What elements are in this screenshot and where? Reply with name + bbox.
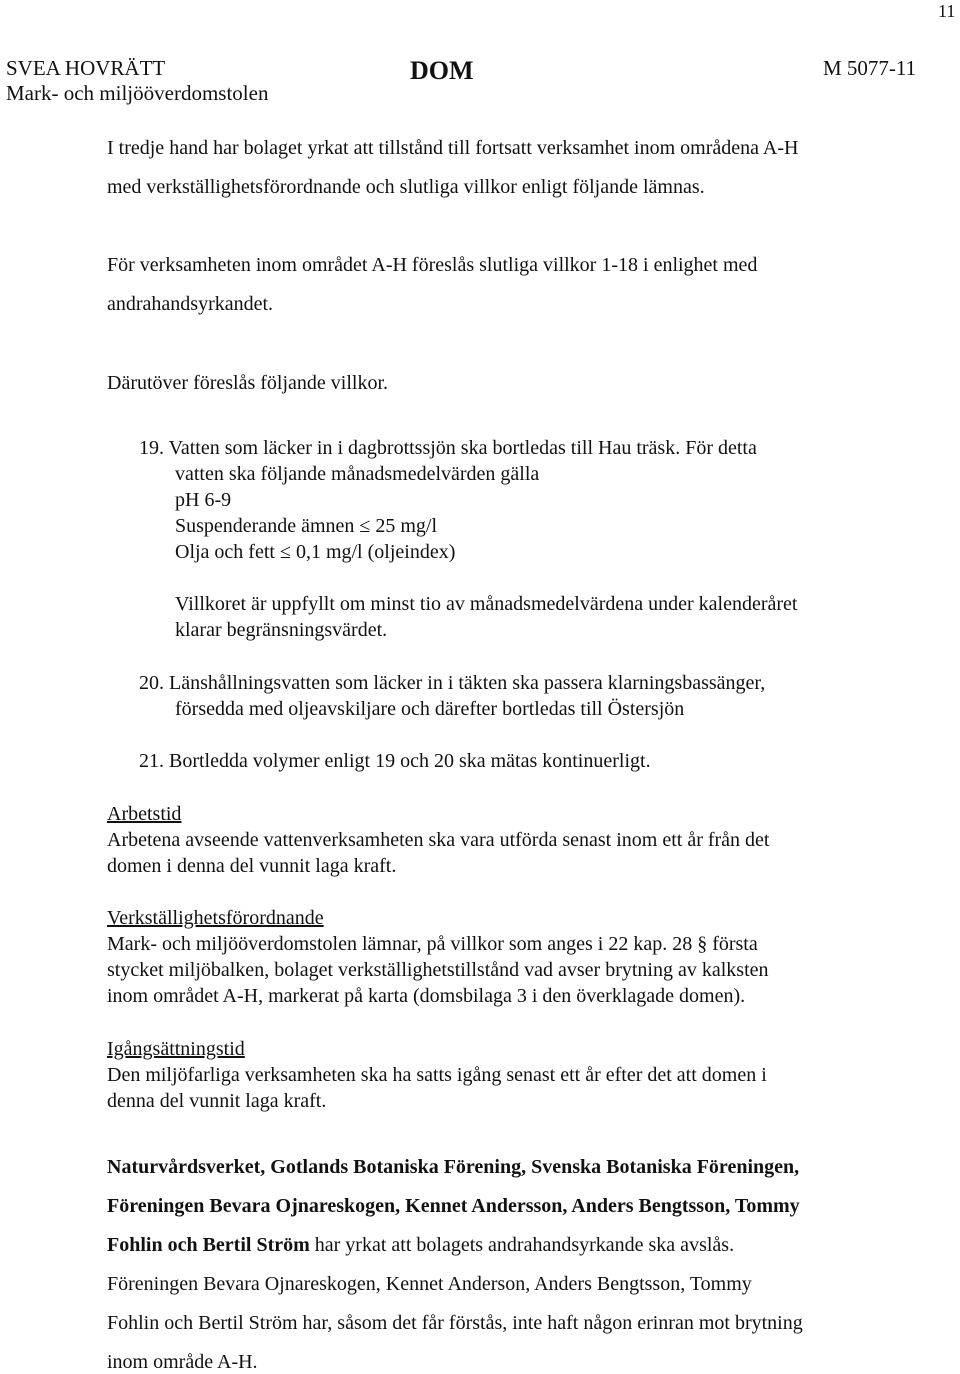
section-line: domen i denna del vunnit laga kraft. [107, 855, 397, 877]
condition-21: 21. Bortledda volymer enligt 19 och 20 ska mätas kontinuerligt. [139, 750, 651, 772]
condition-line: 19. Vatten som läcker in i dagbrottssjön ska bortledas till Hau träsk. För detta [139, 437, 757, 459]
condition-line: Suspenderande ämnen ≤ 25 mg/l [175, 515, 438, 537]
darutover-paragraph: Därutöver föreslås följande villkor. [107, 372, 389, 394]
court-name: SVEA HOVRÄTT [6, 56, 166, 80]
court-subname: Mark- och miljööverdomstolen [6, 81, 269, 105]
document-type: DOM [410, 56, 474, 85]
section-line: Arbetena avseende vattenverksamheten ska vara utförda senast inom ett år från det [107, 829, 770, 851]
condition-line: klarar begränsningsvärdet. [175, 619, 388, 641]
condition-line: försedda med oljeavskiljare och därefter bortledas till Östersjön [175, 698, 685, 720]
paragraph-line: andrahandsyrkandet. [107, 293, 274, 315]
condition-line: Villkoret är uppfyllt om minst tio av månadsmedelvärdena under kalenderåret [175, 593, 798, 615]
condition-line: 20. Länshållningsvatten som läcker in i täkten ska passera klarningsbassänger, [139, 672, 766, 694]
condition-line: Olja och fett ≤ 0,1 mg/l (oljeindex) [175, 541, 456, 563]
intro-line: med verkställighetsförordnande och slutliga villkor enligt följande lämnas. [107, 176, 705, 198]
section-line: inom området A-H, markerat på karta (domsbilaga 3 i den överklagade domen). [107, 985, 746, 1007]
condition-line: vatten ska följande månadsmedelvärden gälla [175, 463, 540, 485]
section-heading: Igångsättningstid [107, 1038, 245, 1060]
paragraph-line: inom område A-H. [107, 1351, 258, 1373]
case-number: M 5077-11 [823, 56, 917, 80]
party-line: Naturvårdsverket, Gotlands Botaniska Förening, Svenska Botaniska Föreningen, [107, 1156, 800, 1178]
party-line: Föreningen Bevara Ojnareskogen, Kennet Andersson, Anders Bengtsson, Tommy [107, 1195, 800, 1217]
party-names: Fohlin och Bertil Ström [107, 1234, 310, 1256]
condition-line: pH 6-9 [175, 489, 232, 511]
party-line [107, 1233, 734, 1257]
paragraph-line: Föreningen Bevara Ojnareskogen, Kennet Anderson, Anders Bengtsson, Tommy [107, 1273, 752, 1295]
section-heading: Arbetstid [107, 803, 182, 825]
section-line: Mark- och miljööverdomstolen lämnar, på villkor som anges i 22 kap. 28 § första [107, 933, 758, 955]
section-line: stycket miljöbalken, bolaget verkställighetstillstånd vad avser brytning av kalksten [107, 959, 769, 981]
intro-line: I tredje hand har bolaget yrkat att tillstånd till fortsatt verksamhet inom områdena A-H [107, 137, 799, 159]
claim-text: har yrkat att bolagets andrahandsyrkande ska avslås. [309, 1234, 735, 1256]
page-number: 11 [938, 1, 956, 21]
section-line: Den miljöfarliga verksamheten ska ha satts igång senast ett år efter det att domen i [107, 1064, 767, 1086]
section-line: denna del vunnit laga kraft. [107, 1090, 327, 1112]
paragraph-line: Fohlin och Bertil Ström har, såsom det får förstås, inte haft någon erinran mot brytning [107, 1312, 803, 1334]
paragraph-line: För verksamheten inom området A-H föreslås slutliga villkor 1-18 i enlighet med [107, 254, 758, 276]
section-heading: Verkställighetsförordnande [107, 907, 324, 929]
